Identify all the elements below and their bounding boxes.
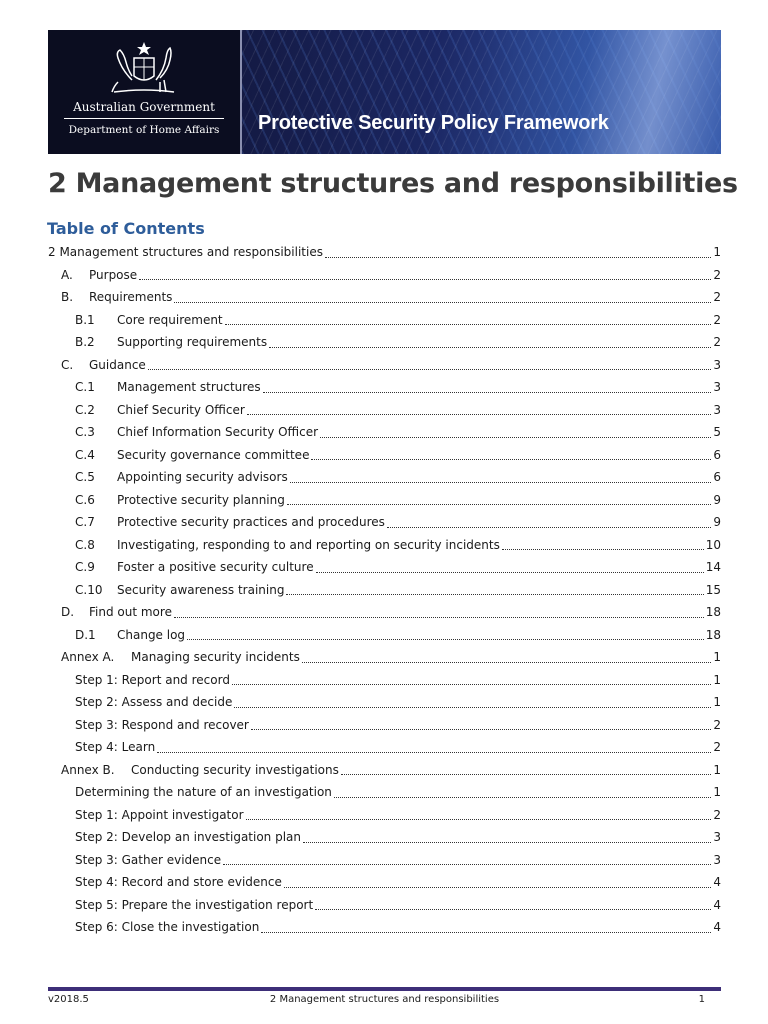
toc-entry-title: Managing security incidents bbox=[131, 650, 300, 664]
toc-dot-leader bbox=[315, 909, 711, 910]
header-banner bbox=[48, 30, 721, 154]
toc-entry-number: C.5 bbox=[75, 470, 95, 484]
toc-dot-leader bbox=[225, 324, 712, 325]
toc-entry[interactable] bbox=[48, 331, 721, 354]
toc-entry-number: C.9 bbox=[75, 560, 95, 574]
table-of-contents bbox=[48, 241, 721, 939]
toc-entry-page: 3 bbox=[713, 357, 721, 372]
government-name: Australian Government bbox=[73, 100, 215, 114]
toc-entry[interactable] bbox=[48, 466, 721, 489]
toc-dot-leader bbox=[334, 797, 711, 798]
toc-entry-title: Conducting security investigations bbox=[131, 762, 339, 777]
toc-entry-number: B.1 bbox=[75, 312, 95, 327]
toc-entry[interactable] bbox=[48, 534, 721, 557]
toc-entry[interactable] bbox=[48, 376, 721, 399]
toc-dot-leader bbox=[311, 459, 711, 460]
toc-dot-leader bbox=[246, 819, 712, 820]
toc-entry-title: Step 4: Learn bbox=[75, 740, 156, 754]
toc-entry[interactable] bbox=[48, 354, 721, 377]
toc-entry-title: Guidance bbox=[89, 357, 146, 372]
toc-entry-number: C.7 bbox=[75, 515, 95, 529]
toc-dot-leader bbox=[303, 842, 711, 843]
toc-entry-page: 2 bbox=[713, 740, 721, 754]
toc-dot-leader bbox=[157, 752, 711, 753]
divider bbox=[64, 118, 224, 119]
toc-dot-leader bbox=[223, 864, 711, 865]
toc-entry[interactable] bbox=[48, 511, 721, 534]
toc-entry-title: Step 5: Prepare the investigation report bbox=[75, 897, 314, 912]
toc-entry-number: C.6 bbox=[75, 492, 95, 507]
toc-entry[interactable] bbox=[48, 916, 721, 939]
toc-entry-title: Step 3: Gather evidence bbox=[75, 852, 222, 867]
toc-entry[interactable] bbox=[48, 646, 721, 669]
toc-dot-leader bbox=[320, 437, 711, 438]
toc-entry-page: 1 bbox=[713, 245, 721, 259]
toc-entry[interactable] bbox=[48, 309, 721, 332]
toc-entry[interactable] bbox=[48, 804, 721, 827]
toc-entry-page: 1 bbox=[713, 650, 721, 664]
toc-entry-title: Purpose bbox=[89, 267, 138, 282]
toc-entry-title: Step 2: Develop an investigation plan bbox=[75, 830, 302, 844]
toc-entry-page: 2 bbox=[713, 807, 721, 822]
toc-entry-page: 1 bbox=[713, 695, 721, 709]
toc-entry-page: 2 bbox=[713, 290, 721, 304]
toc-entry[interactable] bbox=[48, 601, 721, 624]
toc-dot-leader bbox=[148, 369, 712, 370]
toc-dot-leader bbox=[174, 302, 711, 303]
toc-entry-page: 6 bbox=[713, 447, 721, 462]
toc-entry-number: B.2 bbox=[75, 335, 95, 349]
toc-entry[interactable] bbox=[48, 871, 721, 894]
toc-entry-title: Protective security practices and procedures bbox=[117, 515, 385, 529]
toc-entry-title: Step 4: Record and store evidence bbox=[75, 875, 282, 889]
footer-version: v2018.5 bbox=[48, 994, 89, 1005]
toc-entry-page: 1 bbox=[713, 762, 721, 777]
toc-entry[interactable] bbox=[48, 241, 721, 264]
toc-entry-page: 15 bbox=[705, 582, 721, 597]
government-logo-panel bbox=[48, 30, 242, 154]
toc-entry[interactable] bbox=[48, 736, 721, 759]
toc-entry[interactable] bbox=[48, 826, 721, 849]
department-name: Department of Home Affairs bbox=[68, 124, 220, 136]
toc-dot-leader bbox=[269, 347, 711, 348]
toc-entry-page: 18 bbox=[705, 627, 721, 642]
toc-entry-page: 3 bbox=[713, 402, 721, 417]
toc-entry-title: Step 1: Report and record bbox=[75, 672, 230, 687]
toc-entry-title: Foster a positive security culture bbox=[117, 560, 314, 574]
toc-entry-page: 2 bbox=[713, 312, 721, 327]
toc-entry-title: Chief Information Security Officer bbox=[117, 425, 319, 439]
toc-entry-title: Determining the nature of an investigation bbox=[75, 785, 332, 799]
toc-entry[interactable] bbox=[48, 421, 721, 444]
toc-entry-page: 4 bbox=[713, 920, 721, 934]
toc-dot-leader bbox=[139, 279, 711, 280]
toc-entry[interactable] bbox=[48, 894, 721, 917]
toc-entry-number: C.8 bbox=[75, 537, 95, 552]
toc-entry-title: Step 6: Close the investigation bbox=[75, 920, 260, 934]
toc-entry[interactable] bbox=[48, 489, 721, 512]
coat-of-arms-icon bbox=[104, 40, 184, 98]
toc-entry-page: 5 bbox=[713, 425, 721, 439]
footer-divider bbox=[48, 987, 721, 991]
toc-entry-page: 1 bbox=[713, 672, 721, 687]
toc-entry-title: Management structures bbox=[117, 380, 261, 394]
toc-entry-title: Supporting requirements bbox=[117, 335, 268, 349]
toc-entry-title: Protective security planning bbox=[117, 492, 285, 507]
toc-entry-page: 14 bbox=[705, 560, 721, 574]
toc-entry-number: C.10 bbox=[75, 582, 103, 597]
toc-dot-leader bbox=[263, 392, 712, 393]
toc-entry[interactable] bbox=[48, 714, 721, 737]
toc-dot-leader bbox=[247, 414, 712, 415]
toc-entry-title: Step 2: Assess and decide bbox=[75, 695, 233, 709]
toc-entry-title: Core requirement bbox=[117, 312, 223, 327]
toc-entry-title: Requirements bbox=[89, 290, 173, 304]
toc-dot-leader bbox=[387, 527, 711, 528]
toc-entry-title: Step 1: Appoint investigator bbox=[75, 807, 244, 822]
toc-entry-number: C.2 bbox=[75, 402, 95, 417]
page-title: 2 Management structures and responsibilities bbox=[48, 168, 738, 199]
toc-entry-title: Security awareness training bbox=[117, 582, 285, 597]
toc-entry-title: 2 Management structures and responsibilities bbox=[48, 245, 323, 259]
toc-entry[interactable] bbox=[48, 759, 721, 782]
toc-dot-leader bbox=[502, 549, 704, 550]
toc-entry-page: 3 bbox=[713, 830, 721, 844]
toc-entry-title: Appointing security advisors bbox=[117, 470, 288, 484]
toc-entry-number: C.1 bbox=[75, 380, 95, 394]
toc-dot-leader bbox=[174, 617, 704, 618]
toc-dot-leader bbox=[341, 774, 711, 775]
toc-dot-leader bbox=[251, 729, 712, 730]
page-footer bbox=[48, 994, 721, 1008]
toc-entry[interactable] bbox=[48, 691, 721, 714]
toc-dot-leader bbox=[187, 639, 704, 640]
toc-entry[interactable] bbox=[48, 579, 721, 602]
toc-entry-page: 6 bbox=[713, 470, 721, 484]
toc-dot-leader bbox=[234, 707, 711, 708]
toc-entry-title: Find out more bbox=[89, 605, 172, 619]
toc-entry[interactable] bbox=[48, 556, 721, 579]
toc-entry-page: 9 bbox=[713, 515, 721, 529]
toc-entry[interactable] bbox=[48, 399, 721, 422]
toc-entry-page: 4 bbox=[713, 897, 721, 912]
toc-dot-leader bbox=[287, 504, 712, 505]
footer-document-title: 2 Management structures and responsibilities bbox=[269, 994, 500, 1005]
toc-entry[interactable] bbox=[48, 624, 721, 647]
banner-artwork bbox=[242, 30, 721, 154]
toc-entry-page: 10 bbox=[705, 537, 721, 552]
toc-dot-leader bbox=[302, 662, 712, 663]
toc-entry[interactable] bbox=[48, 849, 721, 872]
footer-page-number: 1 bbox=[698, 994, 705, 1005]
toc-dot-leader bbox=[325, 257, 711, 258]
toc-entry[interactable] bbox=[48, 669, 721, 692]
toc-entry-page: 2 bbox=[713, 267, 721, 282]
toc-dot-leader bbox=[232, 684, 711, 685]
toc-entry-number: C. bbox=[61, 357, 74, 372]
toc-entry-number: B. bbox=[61, 290, 74, 304]
toc-entry-number: D.1 bbox=[75, 627, 96, 642]
toc-dot-leader bbox=[286, 594, 703, 595]
toc-entry-number: C.3 bbox=[75, 425, 95, 439]
toc-entry-number: C.4 bbox=[75, 447, 95, 462]
toc-entry-number: Annex B. bbox=[61, 762, 115, 777]
toc-entry-number: A. bbox=[61, 267, 73, 282]
toc-entry-title: Investigating, responding to and reporting on security incidents bbox=[117, 537, 500, 552]
toc-entry-number: Annex A. bbox=[61, 650, 115, 664]
toc-entry-title: Chief Security Officer bbox=[117, 402, 245, 417]
toc-entry-page: 9 bbox=[713, 492, 721, 507]
toc-entry-page: 2 bbox=[713, 335, 721, 349]
toc-entry-page: 1 bbox=[713, 785, 721, 799]
toc-entry[interactable] bbox=[48, 286, 721, 309]
toc-dot-leader bbox=[284, 887, 711, 888]
toc-entry[interactable] bbox=[48, 781, 721, 804]
toc-entry-number: D. bbox=[61, 605, 75, 619]
toc-entry-page: 2 bbox=[713, 717, 721, 732]
toc-entry-page: 3 bbox=[713, 380, 721, 394]
toc-entry-page: 4 bbox=[713, 875, 721, 889]
toc-dot-leader bbox=[316, 572, 704, 573]
toc-heading: Table of Contents bbox=[47, 219, 205, 238]
toc-entry-page: 18 bbox=[705, 605, 721, 619]
toc-entry-title: Step 3: Respond and recover bbox=[75, 717, 249, 732]
toc-dot-leader bbox=[261, 932, 711, 933]
toc-dot-leader bbox=[290, 482, 712, 483]
toc-entry-page: 3 bbox=[713, 852, 721, 867]
toc-entry[interactable] bbox=[48, 444, 721, 467]
toc-entry-title: Security governance committee bbox=[117, 447, 310, 462]
toc-entry-title: Change log bbox=[117, 627, 186, 642]
toc-entry[interactable] bbox=[48, 264, 721, 287]
framework-title: Protective Security Policy Framework bbox=[258, 112, 609, 134]
